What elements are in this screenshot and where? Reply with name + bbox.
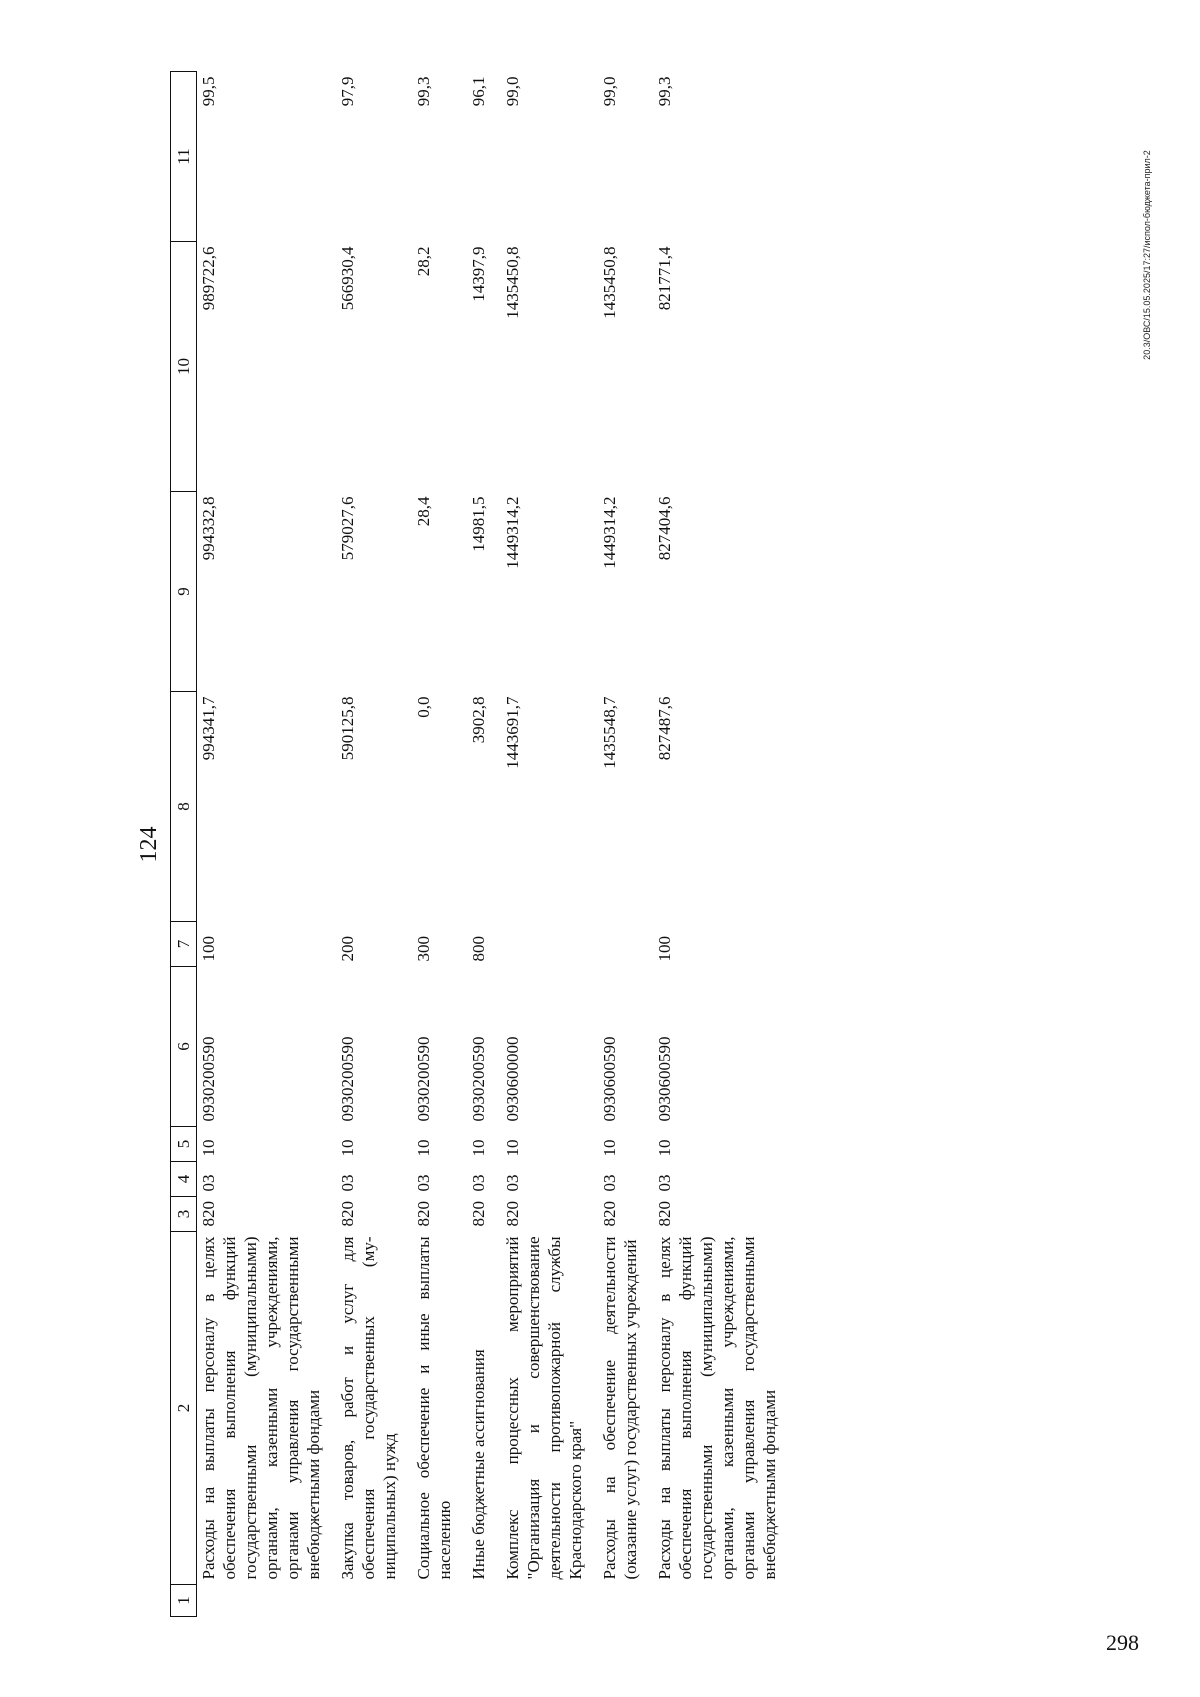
cell-value-col11: 99,0 [600, 76, 619, 107]
cell-col1 [653, 1585, 792, 1617]
cell-value-col10: 566930,4 [338, 246, 357, 311]
cell-value-col10: 1435450,8 [600, 246, 619, 319]
cell-value-col8: 3902,8 [469, 696, 488, 744]
cell-section: 03 [469, 1174, 488, 1192]
cell-value-col8: 994341,7 [199, 696, 218, 761]
column-header: 3 [171, 1197, 197, 1232]
cell-target-item: 0930200590 [199, 1036, 218, 1122]
cell-subsection: 10 [199, 1139, 218, 1157]
column-header: 11 [171, 72, 197, 242]
cell-section: 03 [600, 1174, 619, 1192]
column-header: 1 [171, 1585, 197, 1617]
column-header: 10 [171, 242, 197, 492]
table-row [336, 72, 412, 1617]
cell-value-col9: 827404,6 [655, 496, 674, 561]
cell-section: 03 [655, 1174, 674, 1192]
cell-ministry-code: 820 [600, 1201, 619, 1227]
cell-subsection: 10 [655, 1139, 674, 1157]
column-header: 6 [171, 967, 197, 1127]
cell-ministry-code: 820 [199, 1201, 218, 1227]
page-number: 298 [1106, 1630, 1139, 1655]
cell-description: Социальное обеспечение и иные выплаты населению [414, 1236, 454, 1580]
column-header: 4 [171, 1162, 197, 1197]
cell-value-col10: 14397,9 [469, 246, 488, 302]
cell-value-col8: 590125,8 [338, 696, 357, 761]
cell-target-item: 0930600000 [503, 1036, 522, 1122]
cell-value-col11: 99,3 [414, 76, 433, 107]
cell-col1 [501, 1585, 598, 1617]
cell-value-col10: 1435450,8 [503, 246, 522, 319]
cell-col1 [467, 1585, 501, 1617]
sheet-number: 124 [136, 826, 162, 863]
cell-ministry-code: 820 [338, 1201, 357, 1227]
cell-value-col9: 28,4 [414, 496, 433, 527]
column-header: 8 [171, 692, 197, 922]
table-row [598, 72, 653, 1617]
cell-value-col10: 28,2 [414, 246, 433, 277]
cell-section: 03 [199, 1174, 218, 1192]
cell-value-col10: 821771,4 [655, 246, 674, 311]
cell-col1 [598, 1585, 653, 1617]
cell-value-col11: 99,3 [655, 76, 674, 107]
table-row [653, 72, 792, 1617]
cell-value-col9: 14981,5 [469, 496, 488, 552]
cell-subsection: 10 [600, 1139, 619, 1157]
cell-expense-type: 300 [414, 936, 433, 962]
table-row [412, 72, 467, 1617]
cell-value-col8: 1443691,7 [503, 696, 522, 769]
cell-expense-type [501, 922, 598, 967]
cell-col1 [336, 1585, 412, 1617]
cell-target-item: 0930600590 [600, 1036, 619, 1122]
cell-description: Расходы на обеспечение деятельности (оказание услуг) государственных учреждений [600, 1236, 640, 1580]
cell-col1 [197, 1585, 337, 1617]
cell-subsection: 10 [414, 1139, 433, 1157]
cell-value-col9: 579027,6 [338, 496, 357, 561]
document-footer-code [1141, 90, 1153, 420]
cell-description: Расходы на выплаты персоналу в целях обеспечения выполнения функций государственными (муниципальными) органами, казенными учреждениями, органами управления государственными внебюджетными фондами [199, 1236, 323, 1580]
cell-description: Расходы на выплаты персоналу в целях обеспечения выполнения функций государственными (муниципальными) органами, казенными учреждениями, органами управления государственными внебюджетными фондами [655, 1236, 779, 1580]
cell-value-col9: 1449314,2 [600, 496, 619, 569]
cell-description: Комплекс процессных мероприятий "Организация и совершенствование деятельности противопожарной службы Краснодарского края" [503, 1236, 585, 1580]
column-header: 2 [171, 1232, 197, 1585]
column-header: 5 [171, 1127, 197, 1162]
column-header: 7 [171, 922, 197, 967]
cell-ministry-code: 820 [503, 1201, 522, 1227]
cell-target-item: 0930200590 [414, 1036, 433, 1122]
cell-target-item: 0930200590 [338, 1036, 357, 1122]
cell-expense-type: 200 [338, 936, 357, 962]
table-row [501, 72, 598, 1617]
cell-value-col9: 1449314,2 [503, 496, 522, 569]
cell-section: 03 [503, 1174, 522, 1192]
cell-value-col9: 994332,8 [199, 496, 218, 561]
cell-expense-type: 100 [655, 936, 674, 962]
cell-expense-type: 800 [469, 936, 488, 962]
cell-value-col11: 99,5 [199, 76, 218, 107]
table-header-row [171, 72, 197, 1617]
cell-ministry-code: 820 [655, 1201, 674, 1227]
budget-execution-table [170, 71, 792, 1617]
cell-value-col8: 1435548,7 [600, 696, 619, 769]
cell-ministry-code: 820 [414, 1201, 433, 1227]
cell-subsection: 10 [503, 1139, 522, 1157]
table-row [467, 72, 501, 1617]
cell-subsection: 10 [338, 1139, 357, 1157]
cell-target-item: 0930200590 [469, 1036, 488, 1122]
cell-expense-type: 100 [199, 936, 218, 962]
footer-code-text: 20.3/ОВС/15.05.2025/17:27/испол-бюджета-прил-2 [1142, 150, 1152, 360]
cell-value-col11: 99,0 [503, 76, 522, 107]
column-header: 9 [171, 492, 197, 692]
cell-value-col11: 97,9 [338, 76, 357, 107]
cell-value-col8: 827487,6 [655, 696, 674, 761]
cell-description: Закупка товаров, работ и услуг для обеспечения государственных (муниципальных) нужд [338, 1236, 399, 1580]
table-row [197, 72, 337, 1617]
table-body [171, 72, 793, 1617]
cell-value-col10: 989722,6 [199, 246, 218, 311]
cell-section: 03 [414, 1174, 433, 1192]
cell-ministry-code: 820 [469, 1201, 488, 1227]
cell-target-item: 0930600590 [655, 1036, 674, 1122]
cell-value-col8: 0,0 [414, 696, 433, 718]
cell-description: Иные бюджетные ассигнования [469, 1349, 488, 1580]
rotated-table-sheet [134, 72, 934, 1617]
cell-expense-type [598, 922, 653, 967]
cell-value-col11: 96,1 [469, 76, 488, 107]
cell-col1 [412, 1585, 467, 1617]
cell-subsection: 10 [469, 1139, 488, 1157]
cell-section: 03 [338, 1174, 357, 1192]
